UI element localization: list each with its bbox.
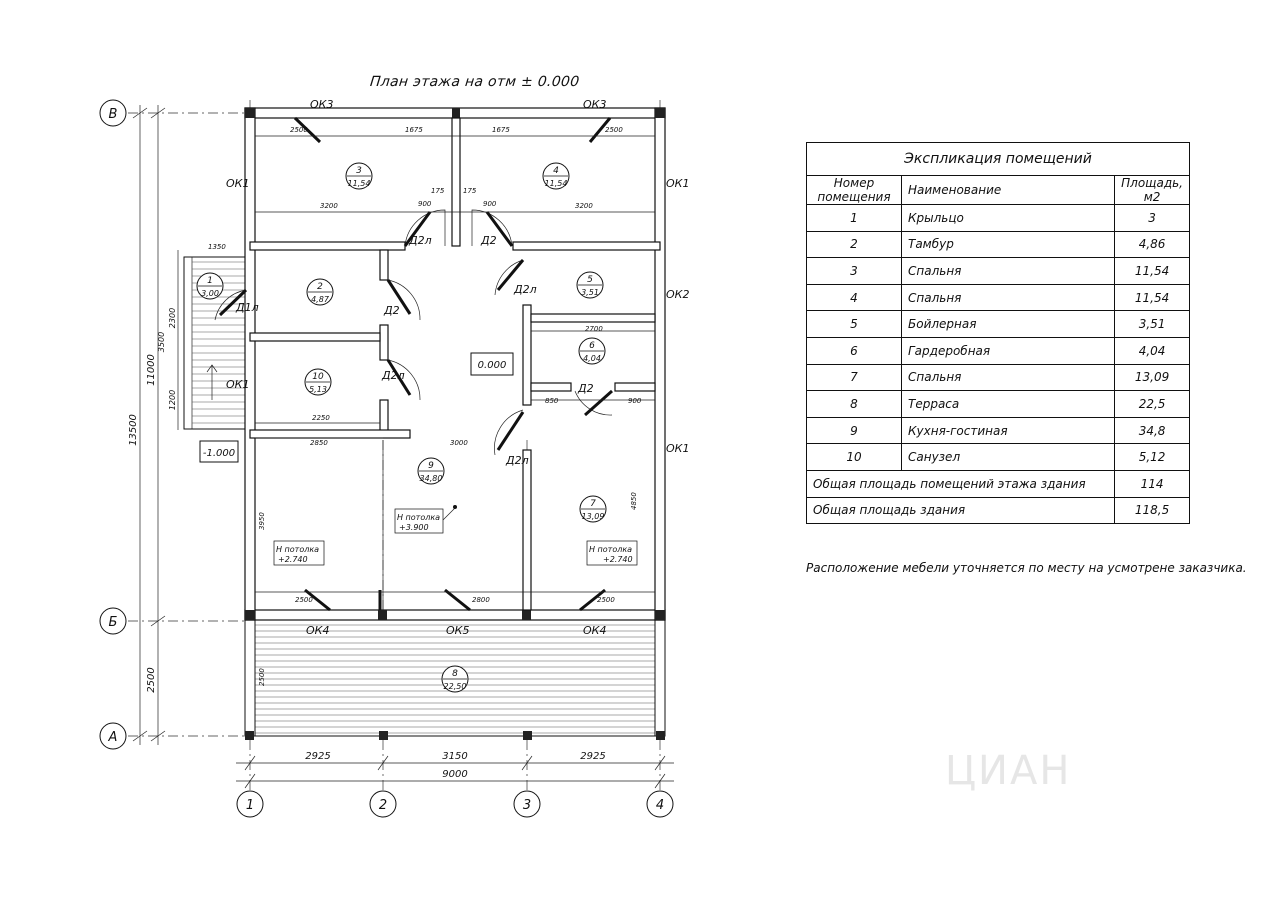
axis-row-v [100,100,126,126]
axis-col-4 [647,791,673,817]
room-marker-5 [577,272,603,298]
svg-text:+2.740: +2.740 [603,555,633,564]
room-marker-4 [543,163,569,189]
level-mark: -1.000 [202,448,236,459]
axis-row-b [100,608,126,634]
svg-text:+3.900: +3.900 [399,523,429,532]
door-label: Д2л [506,454,529,467]
cell-num: 7 [807,364,902,391]
svg-text:Н потолка: Н потолка [276,545,320,554]
cell-name: Спальня [902,258,1115,285]
window-label: ОК1 [226,177,250,190]
cell-num: 1 [807,205,902,232]
door-label: Д2л [514,283,537,296]
svg-text:2: 2 [317,282,323,292]
svg-text:0.000: 0.000 [477,360,507,371]
dim-label: 2925 [305,751,331,762]
axis-label: 2 [378,798,388,813]
window-label: ОК2 [666,288,690,301]
svg-text:3: 3 [356,166,362,176]
plan-title: План этажа на отм ± 0.000 [369,74,581,90]
svg-text:2500: 2500 [295,596,313,604]
table-row [807,311,1190,338]
cell-name: Крыльцо [902,205,1115,232]
svg-text:4,87: 4,87 [311,295,329,304]
axis-label: Б [108,615,118,630]
table-row [807,337,1190,364]
cell-name: Терраса [902,391,1115,418]
room-marker-1 [197,273,223,299]
cell-num: 2 [807,231,902,258]
svg-text:3,51: 3,51 [581,288,599,297]
total-floor-label: Общая площадь помещений этажа здания [807,470,1115,497]
cell-area: 22,5 [1115,391,1190,418]
svg-text:3200: 3200 [575,202,593,210]
doors [215,118,612,610]
ceiling-callout-right [587,541,637,565]
svg-text:1350: 1350 [208,243,226,251]
watermark: ЦИАН [945,748,1072,794]
svg-text:3,00: 3,00 [201,289,219,298]
svg-text:22,50: 22,50 [443,682,467,691]
svg-text:5,13: 5,13 [309,385,327,394]
svg-text:3200: 3200 [320,202,338,210]
room-marker-10 [305,369,331,395]
ceiling-callout-left [274,541,324,565]
room-marker-8 [442,666,468,692]
svg-text:1675: 1675 [405,126,423,134]
svg-text:+2.740: +2.740 [278,555,308,564]
cell-name: Кухня-гостиная [902,417,1115,444]
table-row [807,231,1190,258]
dim-label: 1200 [168,389,177,411]
door-label: Д2л [382,369,405,382]
cell-area: 3 [1115,205,1190,232]
table-header-row [807,176,1190,205]
cell-name: Бойлерная [902,311,1115,338]
svg-text:2500: 2500 [258,668,266,686]
svg-text:4: 4 [553,166,559,176]
window-label: ОК1 [666,442,690,455]
cell-area: 13,09 [1115,364,1190,391]
furniture-note: Расположение мебели уточняется по месту на усмотрене заказчика. [806,561,1247,575]
explication-table [806,142,1190,524]
cell-area: 4,04 [1115,337,1190,364]
window-label: ОК3 [310,98,334,111]
cell-num: 4 [807,284,902,311]
svg-text:3000: 3000 [450,439,468,447]
svg-text:Н потолка: Н потолка [397,513,441,522]
header-num: Номер помещения [807,176,902,205]
axis-col-3 [514,791,540,817]
svg-text:4,04: 4,04 [583,354,601,363]
cell-name: Гардеробная [902,337,1115,364]
svg-text:175: 175 [463,187,477,195]
cell-area: 5,12 [1115,444,1190,471]
total-building-value: 118,5 [1115,497,1190,524]
dim-label: 2500 [146,667,157,693]
svg-text:1675: 1675 [492,126,510,134]
cell-num: 5 [807,311,902,338]
door-label: Д2л [409,234,432,247]
window-label: ОК4 [583,624,607,637]
cell-name: Спальня [902,284,1115,311]
table-row [807,417,1190,444]
total-floor-value: 114 [1115,470,1190,497]
axis-label: 3 [522,798,532,813]
dimension-left [128,105,178,745]
svg-text:900: 900 [628,397,642,405]
axis-row-a [100,723,126,749]
window-label: ОК1 [226,378,250,391]
table-row [807,205,1190,232]
axis-col-1 [237,791,263,817]
svg-text:850: 850 [545,397,559,405]
room-marker-9 [418,458,444,484]
window-label: ОК5 [446,624,470,637]
dim-label: 13500 [128,414,139,446]
axis-label: 1 [245,798,255,813]
cell-area: 34,8 [1115,417,1190,444]
dim-label: 2300 [168,307,177,329]
svg-text:3950: 3950 [258,512,266,530]
svg-text:2700: 2700 [585,325,603,333]
svg-text:2500: 2500 [597,596,615,604]
table-row [807,258,1190,285]
svg-text:2850: 2850 [310,439,328,447]
svg-text:34,80: 34,80 [419,474,443,483]
svg-text:175: 175 [431,187,445,195]
table-caption: Экспликация помещений [806,142,1190,175]
header-area: Площадь, м2 [1115,176,1190,205]
cell-area: 3,51 [1115,311,1190,338]
cell-area: 4,86 [1115,231,1190,258]
cell-area: 11,54 [1115,284,1190,311]
dimension-bottom [236,751,674,788]
svg-text:5: 5 [587,275,593,285]
table-row [807,364,1190,391]
cell-area: 11,54 [1115,258,1190,285]
total-building-row [807,497,1190,524]
total-floor-row [807,470,1190,497]
total-building-label: Общая площадь здания [807,497,1115,524]
dim-label: 9000 [442,769,468,780]
cell-num: 10 [807,444,902,471]
dim-label: 2925 [580,751,606,762]
door-label: Д1л [236,301,259,314]
axis-label: 4 [655,798,665,813]
svg-text:11,54: 11,54 [544,179,568,188]
svg-text:8: 8 [452,669,458,679]
dim-label: 3150 [442,751,468,762]
svg-text:9: 9 [428,461,434,471]
axis-col-2 [370,791,396,817]
cell-name: Спальня [902,364,1115,391]
cell-num: 9 [807,417,902,444]
axis-label: В [108,107,118,122]
dim-label: 3500 [157,331,166,353]
dim-label: 11000 [146,354,157,386]
window-label: ОК4 [306,624,330,637]
svg-text:900: 900 [418,200,432,208]
svg-text:1: 1 [207,276,213,286]
svg-text:Н потолка: Н потолка [589,545,633,554]
cell-num: 8 [807,391,902,418]
ceiling-callout-center [395,505,457,533]
window-label: ОК3 [583,98,607,111]
cell-name: Санузел [902,444,1115,471]
table-row [807,391,1190,418]
svg-text:2500: 2500 [605,126,623,134]
header-name: Наименование [902,176,1115,205]
svg-text:4850: 4850 [630,492,638,510]
room-marker-2 [307,279,333,305]
svg-text:11,54: 11,54 [347,179,371,188]
room-marker-3 [346,163,372,189]
svg-text:2500: 2500 [290,126,308,134]
table-row [807,444,1190,471]
door-label: Д2 [578,382,594,395]
svg-text:2250: 2250 [312,414,330,422]
room-marker-7 [580,496,606,522]
cell-num: 3 [807,258,902,285]
door-label: Д2 [481,234,497,247]
interior-walls [250,118,660,610]
door-label: Д2 [384,304,400,317]
axis-label: А [108,730,118,745]
svg-text:10: 10 [312,372,324,382]
room-marker-6 [579,338,605,364]
window-label: ОК1 [666,177,690,190]
svg-text:6: 6 [589,341,595,351]
svg-text:13,09: 13,09 [581,512,605,521]
cell-num: 6 [807,337,902,364]
svg-text:2800: 2800 [472,596,490,604]
table-row [807,284,1190,311]
svg-text:900: 900 [483,200,497,208]
cell-name: Тамбур [902,231,1115,258]
svg-text:7: 7 [590,499,596,509]
level-mark-floor [471,353,513,375]
